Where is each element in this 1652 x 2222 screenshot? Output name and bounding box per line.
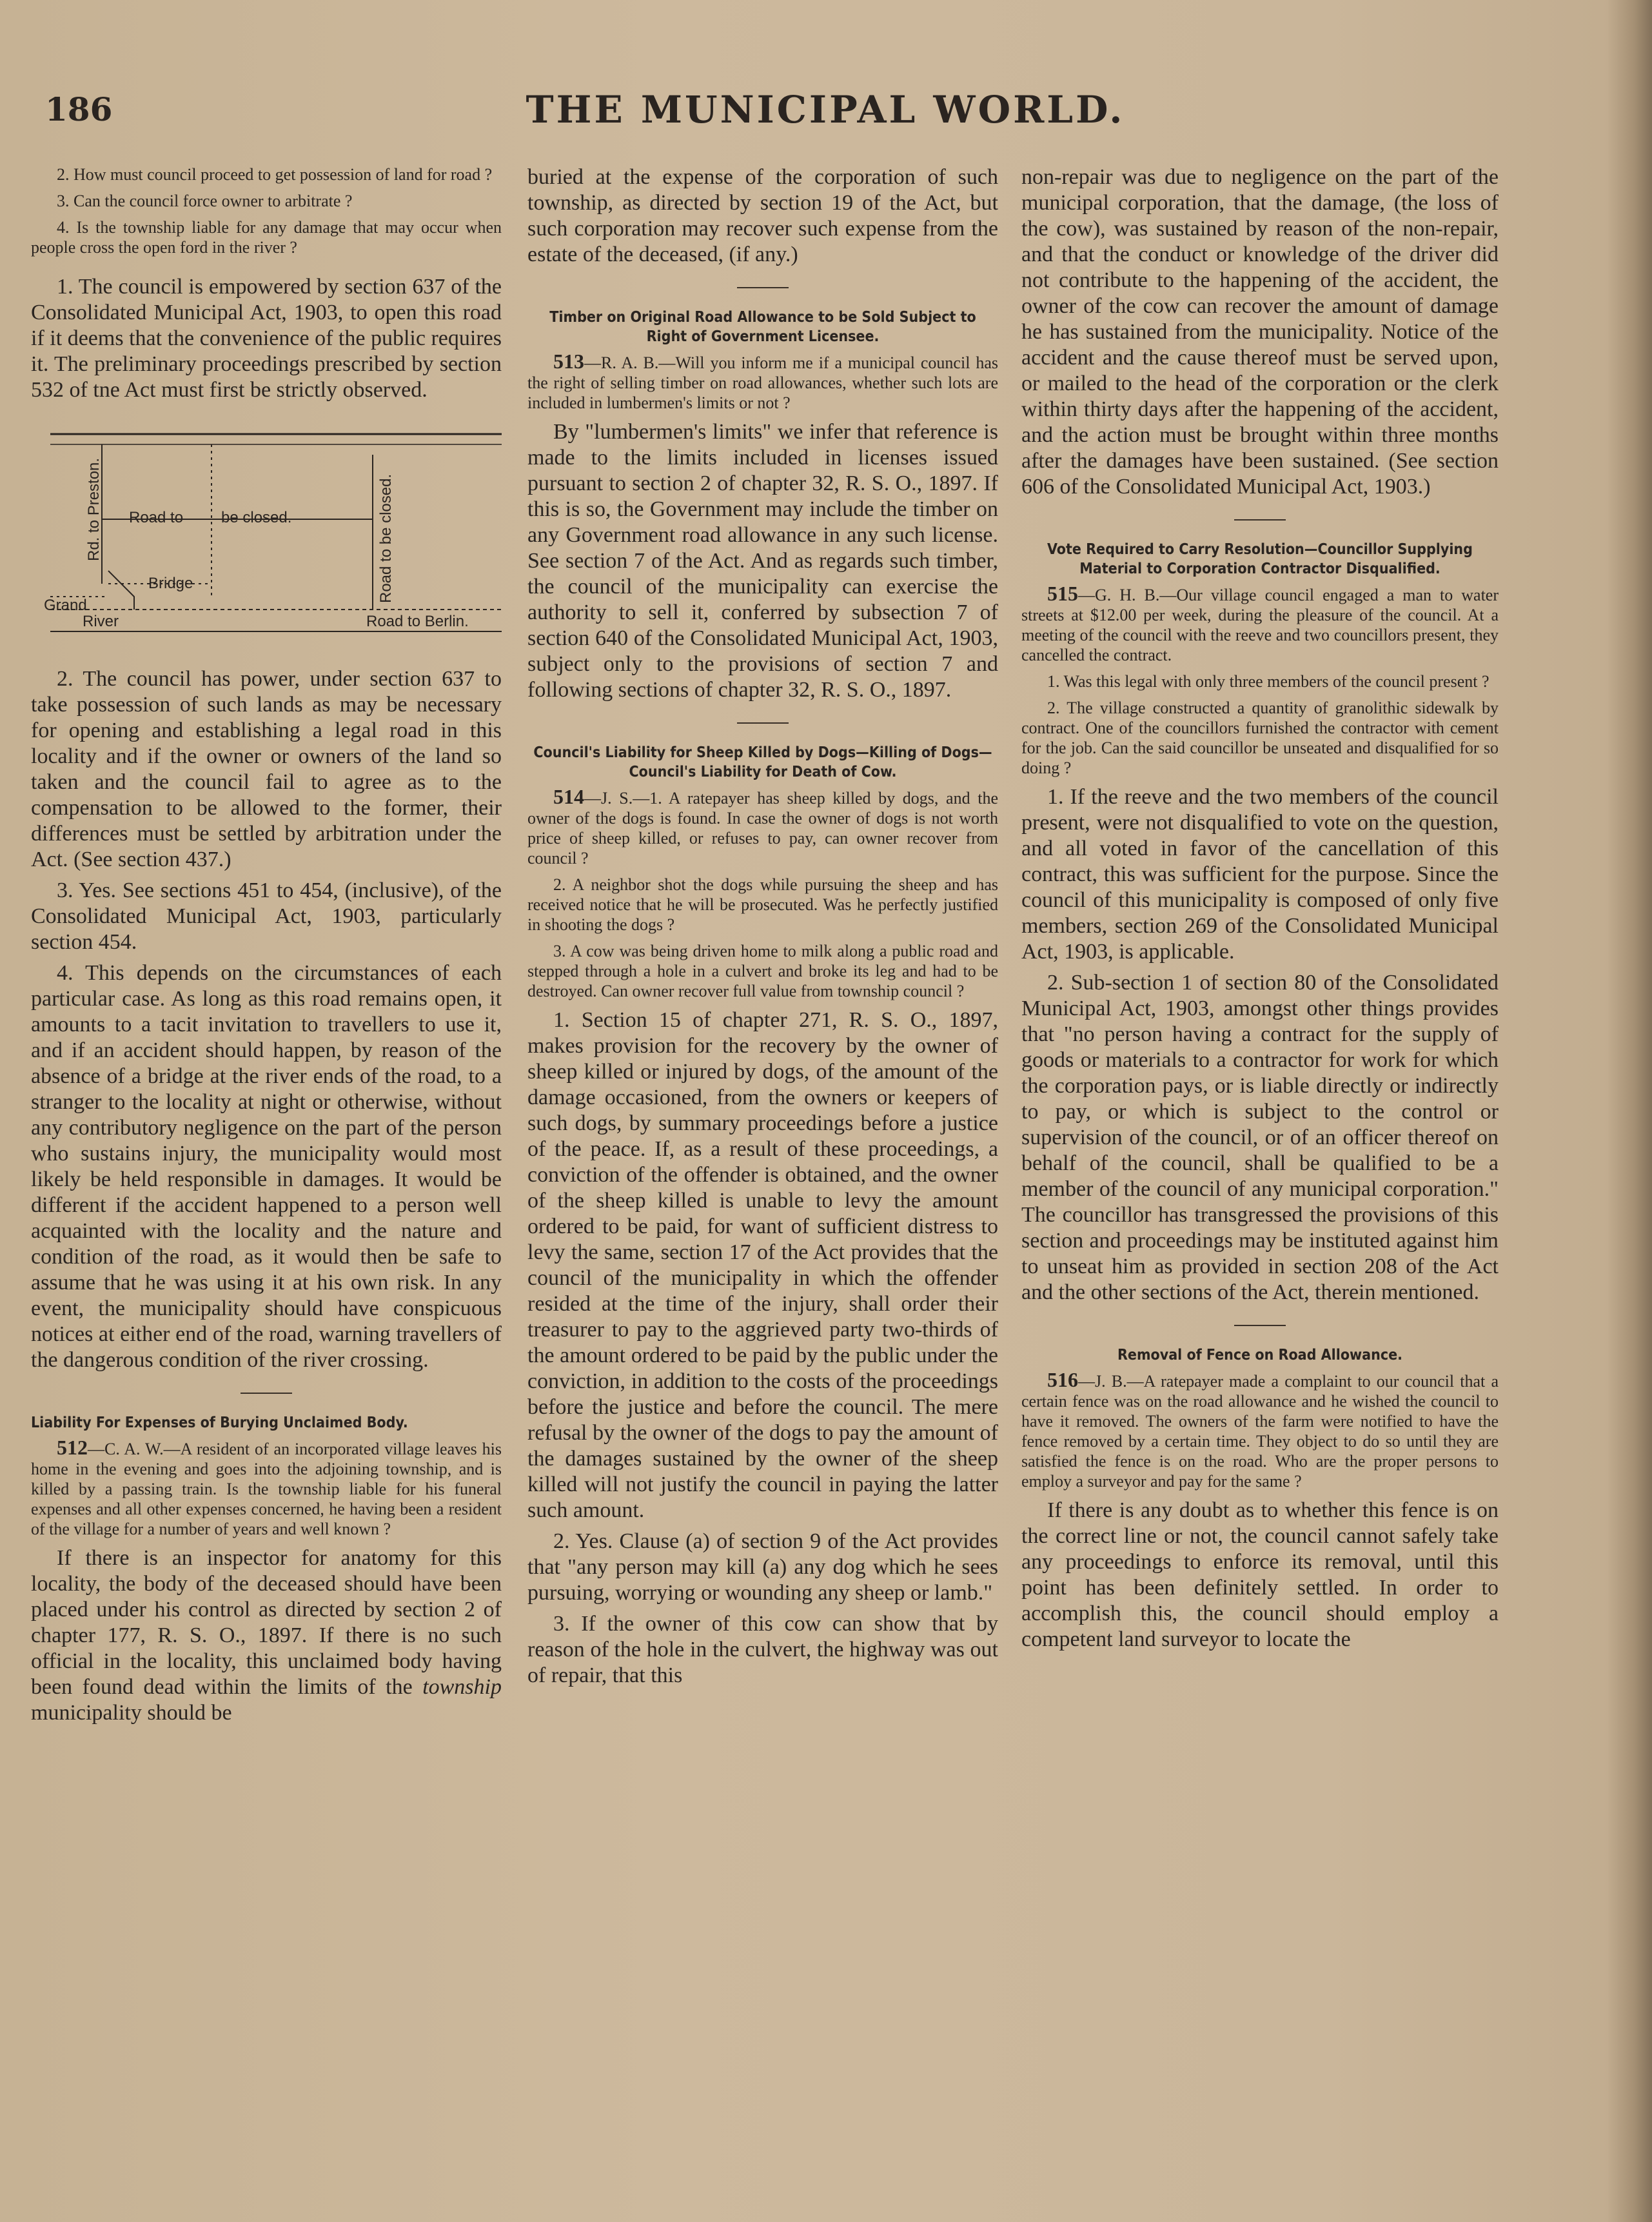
heading-515: Vote Required to Carry Resolution—Councillor Supplying Material to Corporation Contractor Disqualified. [1047,541,1473,577]
question-512 [31,1438,502,1539]
answer-512 [31,1545,502,1726]
section-divider [241,1393,292,1394]
question-513-text: —R. A. B.—Will you inform me if a municipal council has the right of selling timber on road allowances, whether such lots are included in lumbermen's limits or not ? [527,353,998,412]
page-header [45,90,1606,142]
question-514-3: 3. A cow was being driven home to milk along a public road and stepped through a hole in a culvert and broke its leg and had to be destroyed. Can owner recover full value from township council ? [527,942,998,1000]
section-divider [1234,519,1286,521]
column-1 [31,164,502,1731]
label-road-to-berlin: Road to Berlin. [366,613,469,630]
question-515-text: —G. H. B.—Our village council engaged a man to water streets at $12.00 per week, during the pleasure of the council. At a meeting of the council with the reeve and two councillors present, they cancelled the contract. [1021,586,1499,664]
answer-515-2: 2. Sub-section 1 of section 80 of the Consolidated Municipal Act, 1903, amongst other things provides that "no person having a contract for the supply of goods or materials to a contractor for work for which the corporation pays, or is liable directly or indirectly to pay, or which is subject to the control or supervision of the council, or of an officer thereof on behalf of the council, shall be qualified to be a member of the council of any municipal corporation." The councillor has transgressed the provisions of this section and proceedings may be instituted against him to unseat him as provided in section 208 of the Act and the other sections of the Act, therein mentioned. [1021,971,1499,1304]
item-number-516: 516 [1047,1368,1078,1391]
question-512-text: —C. A. W.—A resident of an incorporated village leaves his home in the evening and goes into the adjoining township, and is killed by a passing train. Is the township liable for his funeral expenses and all other expenses concerned, he having been a resident of the village for a number of years and well known ? [31,1440,502,1538]
road-diagram [31,416,502,648]
answer-516: If there is any doubt as to whether this fence is on the correct line or not, the council cannot safely take any proceedings to enforce its removal, until this point has been definitely settled. In order to accomplish this, the council should employ a competent land surveyor to locate the [1021,1498,1499,1651]
section-divider [1234,1325,1286,1326]
question-514-1 [527,787,998,868]
item-number-514: 514 [553,785,584,808]
question-516-text: —J. B.—A ratepayer made a complaint to our council that a certain fence was on the road allowance and he wished the council to have it removed. The owners of the farm were notified to have the fence removed by a certain time. They object to do so until they are satisfied the fence is on the road. Who are the proper persons to employ a surveyor and pay for the same ? [1021,1372,1499,1491]
answer-513: By "lumbermen's limits" we infer that reference is made to the limits included in licenses issued pursuant to section 2 of chapter 32, R. S. O., 1897. If this is so, the Government may include the timber on any Government road allowance in any such license. See section 7 of the Act. And as regards such timber, the council of the municipality can exercise the authority to sell it, conferred by subsection 7 of section 640 of the Consolidated Municipal Act, 1903, subject only to the provisions of section 7 and following sections of chapter 32, R. S. O., 1897. [527,420,998,702]
answer-514-1: 1. Section 15 of chapter 271, R. S. O., 1897, makes provision for the recovery by the owner of sheep killed or injured by dogs, of the amount of the damage occasioned, from the owners or keepers of such dogs, by summary proceedings before a justice of the peace. If, as a result of these proceedings, a conviction of the offender is obtained, and the owner of the sheep killed is unable to levy the amount ordered to be paid, for want of sufficient distress to levy the same, section 17 of the Act provides that the council of the municipality in which the offender resided at the time of the injury, shall order their treasurer to pay to the aggrieved party two-thirds of the amount ordered to be paid by the public under the conviction, in addition to the costs of the proceedings before the justice and before the council. The mere refusal by the owner of the dogs to pay the amount of the damages sustained by the owner of the sheep killed will not justify the council in paying the latter such amount. [527,1008,998,1522]
question-4: 4. Is the township liable for any damage that may occur when people cross the open ford in the river ? [31,218,502,257]
question-515 [1021,584,1499,665]
item-number-515: 515 [1047,582,1078,605]
answer-2: 2. The council has power, under section 637 to take possession of such lands as may be necessary for opening and establishing a legal road in this locality and if the owner or owners of the land so taken and the council fail to agree as to the compensation to be allowed to the former, their differences must be settled by arbitration under the Act. (See section 437.) [31,667,502,871]
answer-1: 1. The council is empowered by section 637 of the Consolidated Municipal Act, 1903, to open this road if it deems that the convenience of the public requires it. The preliminary proceedings prescribed by section 532 of tne Act must first be strictly observed. [31,275,502,402]
question-515-2: 2. The village constructed a quantity of granolithic sidewalk by contract. One of the councillors furnished the contractor with cement for the job. Can the said councillor be unseated and disqualified for so doing ? [1021,699,1499,777]
answer-3: 3. Yes. See sections 451 to 454, (inclusive), of the Consolidated Municipal Act, 1903, particularly section 454. [31,878,502,954]
heading-513: Timber on Original Road Allowance to be Sold Subject to Right of Government Licensee. [549,309,976,345]
column-3 [1021,164,1499,1658]
item-number-513: 513 [553,350,584,373]
label-river: River [83,613,119,630]
label-bridge: Bridge [148,575,193,592]
answer-4: 4. This depends on the circumstances of each particular case. As long as this road remains open, it amounts to a tacit invitation to travellers to use it, and if an accident should happen, by reason of the absence of a bridge at the river ends of the road, to a stranger to the locality at night or otherwise, without any contributory negligence on the part of the person who sustains injury, the municipality would most likely be held responsible in damages. It would be different if the accident happened to a person well acquainted with the locality and the nature and condition of the road, as it would then be safe to assume that he was using it at his own risk. In any event, the municipality should have conspicuous notices at either end of the road, warning travellers of the dangerous condition of the river crossing. [31,961,502,1372]
answer-512-end: municipality should be [31,1701,232,1725]
heading-512: Liability For Expenses of Burying Unclaimed Body. [31,1414,408,1431]
answer-512-text: If there is an inspector for anatomy for this locality, the body of the deceased should have been placed under his control as directed by section 2 of chapter 177, R. S. O., 1897. If there is no such official in the locality, this unclaimed body having been found dead within the limits of the [31,1546,502,1699]
answer-512-continued: buried at the expense of the corporation of such township, as directed by section 19 of the Act, but such corporation may recover such expense from the estate of the deceased, (if any.) [527,165,998,266]
answer-512-italic: township [422,1675,502,1699]
question-514-1-text: —J. S.—1. A ratepayer has sheep killed by dogs, and the owner of the dogs is found. In case the owner of dogs is not worth price of sheep killed, or refuses to pay, can owner recover from council ? [527,789,998,868]
page-edge-shadow [1607,0,1652,2222]
label-road-to: Road to [129,509,184,526]
page-number: 186 [45,90,113,128]
label-road-to-be-closed: Road to be closed. [377,473,395,603]
heading-516: Removal of Fence on Road Allowance. [1117,1347,1403,1364]
question-3: 3. Can the council force owner to arbitrate ? [57,192,353,210]
question-516 [1021,1370,1499,1491]
answer-515-1: 1. If the reeve and the two members of the council present, were not disqualified to vote on the question, and all voted in favor of the cancellation of this contract, this was sufficient for the purpose. Since the council of this municipality is composed of only five members, section 269 of the Consolidated Municipal Act, 1903, is applicable. [1021,785,1499,964]
publication-title: THE MUNICIPAL WORLD. [526,88,1125,132]
question-513 [527,352,998,413]
column-2 [527,164,998,1694]
heading-514: Council's Liability for Sheep Killed by Dogs—Killing of Dogs—Council's Liability for Death of Cow. [533,744,992,780]
label-be-closed: be closed. [221,509,292,526]
answer-514-3-continued: non-repair was due to negligence on the part of the municipal corporation, that the damage, (the loss of the cow), was sustained by reason of the non-repair, and that the conduct or knowledge of the driver did not contribute to the happening of the accident, the owner of the cow can recover the amount of damage he has sustained from the municipality. Notice of the accident and the cause thereof must be served upon, or mailed to the head of the corporation or the clerk within thirty days after the happening of the accident, and the action must be brought within three months after the damages have been sustained. (See section 606 of the Consolidated Municipal Act, 1903.) [1021,165,1499,499]
section-divider [737,722,789,724]
question-515-1: 1. Was this legal with only three members of the council present ? [1047,672,1490,691]
item-number-512: 512 [57,1436,88,1459]
question-2: 2. How must council proceed to get possession of land for road ? [57,165,493,184]
label-rd-to-preston: Rd. to Preston. [85,457,103,561]
section-divider [737,287,789,288]
answer-514-2: 2. Yes. Clause (a) of section 9 of the Act provides that "any person may kill (a) any dog which he sees pursuing, worrying or wounding any sheep or lamb." [527,1529,998,1605]
label-grand: Grand [44,597,87,614]
question-514-2: 2. A neighbor shot the dogs while pursuing the sheep and has received notice that he will be prosecuted. Was he perfectly justified in shooting the dogs ? [527,875,998,934]
answer-514-3: 3. If the owner of this cow can show that by reason of the hole in the culvert, the highway was out of repair, that this [527,1612,998,1687]
